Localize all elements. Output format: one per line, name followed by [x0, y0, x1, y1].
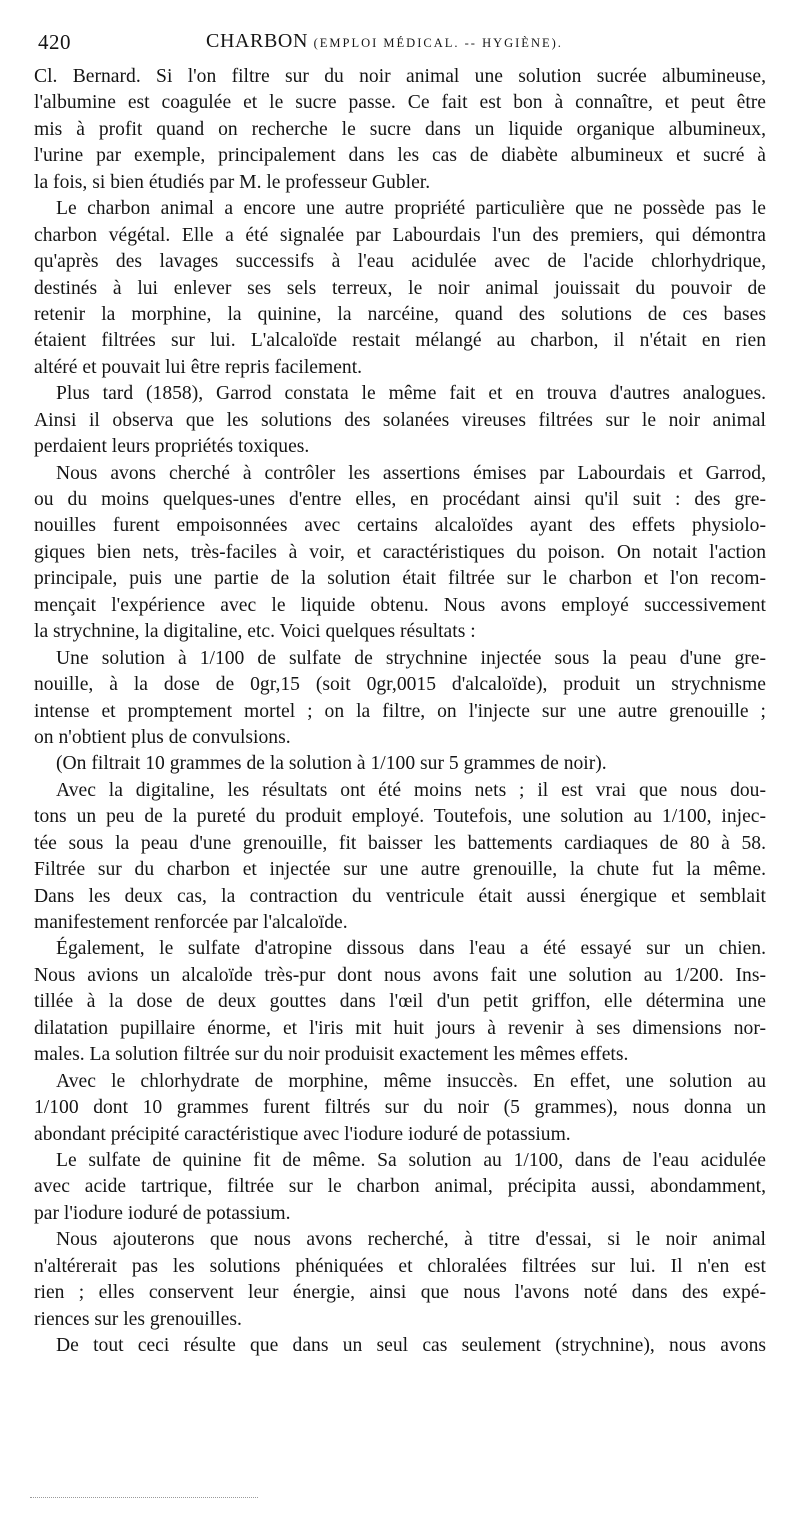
text-line: abondant précipité caractéristique avec l'iodure ioduré de potassium.	[34, 1123, 571, 1145]
text-line: dilatation pupillaire énorme, et l'iris mit huit jours à revenir à ses dimensions nor-	[34, 1017, 766, 1039]
text-line: De tout ceci résulte que dans un seul cas seulement (strychnine), nous avons	[56, 1335, 766, 1356]
text-line: charbon végétal. Elle a été signalée par Labourdais l'un des premiers, qui démontra	[34, 224, 766, 246]
text-line: perdaient leurs propriétés toxiques.	[34, 436, 310, 458]
text-line: avec acide tartrique, filtrée sur le charbon animal, précipita aussi, abondamment,	[34, 1176, 766, 1198]
text-line: Également, le sulfate d'atropine dissous dans l'eau a été essayé sur un chien.	[56, 938, 766, 960]
text-line: 1/100 dont 10 grammes furent filtrés sur du noir (5 grammes), nous donna un	[34, 1097, 766, 1119]
text-line: n'altérerait pas les solutions phéniquées et chloralées filtrées sur lui. Il n'en est	[34, 1255, 766, 1277]
text-line: Une solution à 1/100 de sulfate de strychnine injectée sous la peau d'une gre-	[56, 647, 766, 669]
text-line: altéré et pouvait lui être repris facilement.	[34, 356, 363, 378]
text-line: Ainsi il observa que les solutions des solanées vireuses filtrées sur le noir animal	[34, 409, 766, 431]
footer-rule	[30, 1497, 258, 1498]
running-header	[38, 30, 762, 60]
paragraph	[34, 1069, 766, 1148]
running-title-main: CHARBON	[206, 30, 308, 52]
paragraph	[34, 1333, 766, 1359]
text-line: manifestement renforcée par l'alcaloïde.	[34, 912, 348, 933]
text-line: Nous avions un alcaloïde très-pur dont nous avons fait une solution au 1/200. Ins-	[34, 964, 766, 986]
text-line: Nous avons cherché à contrôler les assertions émises par Labourdais et Garrod,	[56, 462, 766, 484]
text-line: retenir la morphine, la quinine, la narcéine, quand des solutions de ces bases	[34, 303, 766, 325]
text-line: destinés à lui enlever ses sels terreux, le noir animal jouissait du pouvoir de	[34, 277, 766, 299]
text-line: ou du moins quelques-unes d'entre elles, en procédant ainsi qu'il suit : des gre-	[34, 489, 766, 510]
text-line: on n'obtient plus de convulsions.	[34, 726, 291, 748]
text-line: mençait l'expérience avec le liquide obtenu. Nous avons employé successivement	[34, 594, 766, 616]
paragraph	[34, 381, 766, 460]
text-line: tons un peu de la pureté du produit employé. Toutefois, une solution au 1/100, injec-	[34, 806, 766, 828]
text-line: tée sous la peau d'une grenouille, fit baisser les battements cardiaques de 80 à 58.	[34, 832, 766, 854]
text-line: Le sulfate de quinine fit de même. Sa solution au 1/100, dans de l'eau acidulée	[56, 1149, 766, 1171]
paragraph	[34, 1148, 766, 1227]
text-line: intense et promptement mortel ; on la filtre, on l'injecte sur une autre grenouille ;	[34, 700, 766, 722]
paragraph	[34, 461, 766, 646]
text-line: Nous ajouterons que nous avons recherché, à titre d'essai, si le noir animal	[56, 1229, 766, 1251]
page-number: 420	[38, 30, 71, 54]
paragraph	[34, 196, 766, 381]
text-line: giques bien nets, très-faciles à voir, et caractéristiques du poison. On notait l'action	[34, 541, 766, 563]
text-line: principale, puis une partie de la solution était filtrée sur le charbon et l'on recom-	[34, 568, 766, 590]
text-line: (On filtrait 10 grammes de la solution à 1/100 sur 5 grammes de noir).	[56, 753, 607, 775]
paragraph	[34, 646, 766, 752]
body-text	[34, 64, 766, 1359]
running-title-subtitle: (EMPLOI MÉDICAL. -- HYGIÈNE).	[313, 36, 563, 50]
paragraph	[34, 936, 766, 1068]
text-line: l'albumine est coagulée et le sucre passe. Ce fait est bon à connaître, et peut être	[34, 92, 766, 114]
text-line: Avec la digitaline, les résultats ont été moins nets ; il est vrai que nous dou-	[56, 779, 766, 801]
running-title	[206, 30, 563, 53]
text-line: l'urine par exemple, principalement dans les cas de diabète albumineux et sucré à	[34, 145, 766, 167]
text-line: tillée à la dose de deux gouttes dans l'œil d'un petit griffon, elle détermina une	[34, 991, 766, 1013]
paragraph	[34, 1227, 766, 1333]
text-line: Avec le chlorhydrate de morphine, même insuccès. En effet, une solution au	[56, 1070, 766, 1092]
text-line: qu'après des lavages successifs à l'eau acidulée avec de l'acide chlorhydrique,	[34, 251, 766, 273]
text-line: nouille, à la dose de 0gr,15 (soit 0gr,0015 d'alcaloïde), produit un strychnisme	[34, 674, 766, 696]
text-line: mis à profit quand on recherche le sucre dans un liquide organique albumineux,	[34, 118, 766, 140]
text-line: Dans les deux cas, la contraction du ventricule était aussi énergique et semblait	[34, 885, 766, 907]
text-line: étaient filtrées sur lui. L'alcaloïde restait mélangé au charbon, il n'était en rien	[34, 330, 766, 352]
text-line: la strychnine, la digitaline, etc. Voici quelques résultats :	[34, 621, 476, 643]
text-line: nouilles furent empoisonnées avec certains alcaloïdes ayant des effets physiolo-	[34, 515, 766, 537]
text-line: males. La solution filtrée sur du noir produisit exactement les mêmes effets.	[34, 1044, 629, 1066]
text-line: par l'iodure ioduré de potassium.	[34, 1202, 291, 1224]
text-line: riences sur les grenouilles.	[34, 1308, 242, 1330]
text-line: Filtrée sur du charbon et injectée sur une autre grenouille, la chute fut la même.	[34, 859, 766, 881]
paragraph	[34, 751, 766, 777]
text-line: Plus tard (1858), Garrod constata le même fait et en trouva d'autres analogues.	[56, 383, 766, 405]
text-line: rien ; elles conservent leur énergie, ainsi que nous l'avons noté dans des expé-	[34, 1282, 766, 1304]
paragraph	[34, 64, 766, 196]
paragraph	[34, 778, 766, 937]
text-line: Le charbon animal a encore une autre propriété particulière que ne possède pas le	[56, 198, 766, 220]
text-line: Cl. Bernard. Si l'on filtre sur du noir animal une solution sucrée albumineuse,	[34, 66, 766, 87]
text-line: la fois, si bien étudiés par M. le professeur Gubler.	[34, 171, 431, 193]
